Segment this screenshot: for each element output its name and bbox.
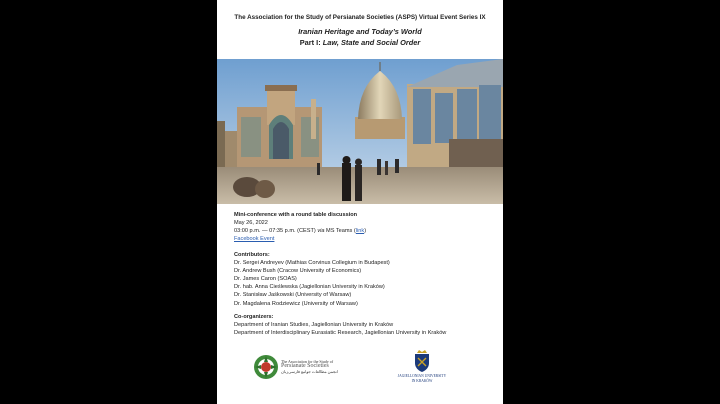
event-poster xyxy=(217,0,503,404)
series-title: The Association for the Study of Persianate Societies (ASPS) Virtual Event Series IX xyxy=(234,14,486,21)
uj-crest-icon xyxy=(414,350,430,372)
co-organizer-item: Department of Interdisciplinary Eurasiatic Research, Jagiellonian University in Kraków xyxy=(234,330,447,337)
event-format: Mini-conference with a round table discussion xyxy=(234,212,358,218)
asps-line1: The Association for the Study of xyxy=(281,359,334,364)
asps-emblem-icon xyxy=(253,354,279,380)
uj-logo-text xyxy=(387,374,457,383)
teams-link[interactable]: link xyxy=(355,228,365,235)
asps-logo xyxy=(253,350,353,384)
contributor-item: Dr. James Caron (SOAS) xyxy=(234,276,297,283)
part-prefix: Part I: xyxy=(299,38,323,47)
event-date: May 26, 2022 xyxy=(234,220,268,227)
contributor-item: Dr. hab. Anna Cieślewska (Jagiellonian University in Kraków) xyxy=(234,284,385,291)
event-details xyxy=(234,211,499,243)
co-organizers-heading: Co-organizers: xyxy=(234,314,274,320)
asps-logo-text xyxy=(281,359,338,374)
uj-line1: JAGIELLONIAN UNIVERSITY xyxy=(397,374,447,378)
event-subtitle xyxy=(217,38,503,47)
asps-line2: Persianate Societies xyxy=(281,363,329,369)
contributors-section xyxy=(234,251,499,308)
contributor-item: Dr. Stanisław Jaśkowski (University of Warsaw) xyxy=(234,292,352,299)
event-time-text: 03:00 p.m. — 07:35 p.m. (CEST) xyxy=(234,228,318,235)
co-organizers-section xyxy=(234,313,499,337)
facebook-event-link[interactable]: Facebook Event xyxy=(234,236,275,243)
jagiellonian-logo xyxy=(387,350,457,386)
contributor-item: Dr. Andrew Bush (Cracow University of Economics) xyxy=(234,268,362,275)
co-organizer-item: Department of Iranian Studies, Jagiellonian University in Kraków xyxy=(234,322,394,329)
part-subtitle: Law, State and Social Order xyxy=(322,38,421,47)
close-paren: ) xyxy=(364,228,367,235)
mosque-photo xyxy=(217,59,503,204)
platform-text: MS Teams ( xyxy=(324,228,356,235)
contributor-item: Dr. Sergei Andreyev (Mathias Corvinus Collegium in Budapest) xyxy=(234,260,390,267)
via-text: via xyxy=(317,228,325,235)
contributor-item: Dr. Magdalena Rodziewicz (University of Warsaw) xyxy=(234,300,358,307)
contributors-heading: Contributors: xyxy=(234,252,270,258)
asps-line3: انجمن مطالعات جوامع فارسی‌زبان xyxy=(281,369,338,374)
event-title: Iranian Heritage and Today’s World xyxy=(298,27,422,36)
event-time xyxy=(234,227,499,235)
uj-line2: IN KRAKÓW xyxy=(411,378,433,383)
